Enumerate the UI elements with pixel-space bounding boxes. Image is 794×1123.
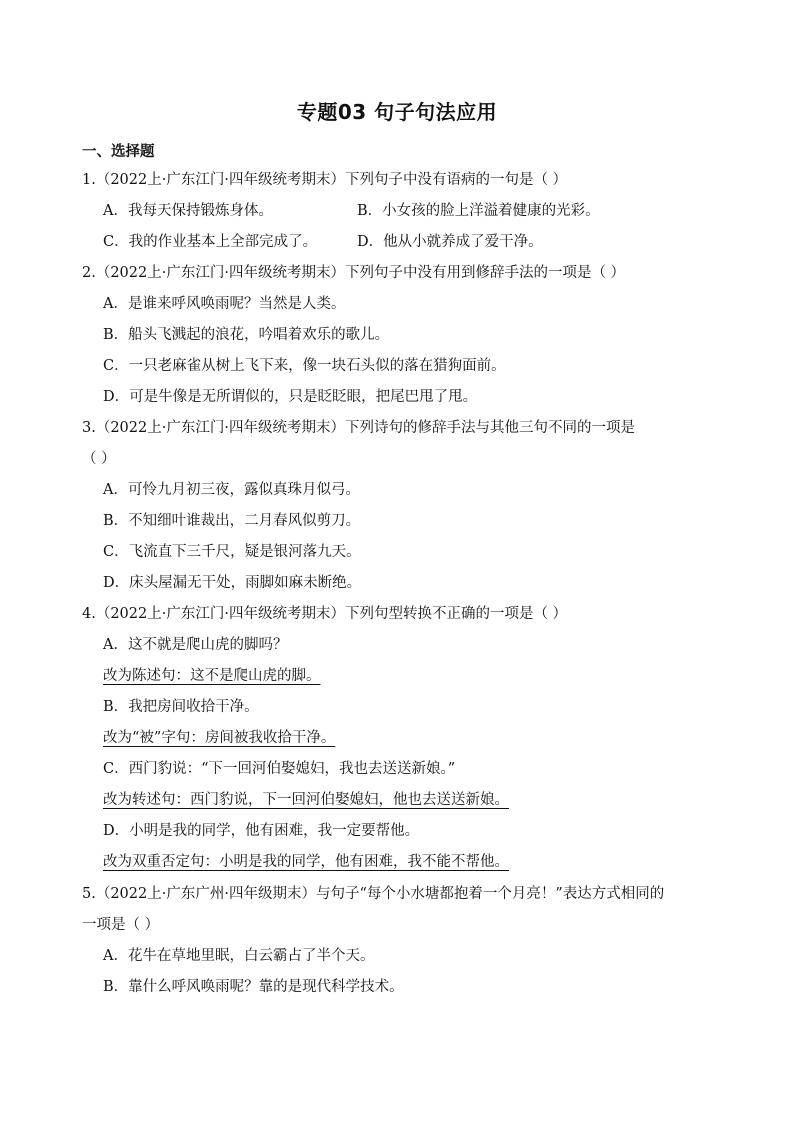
question-stem-cont: （ ）	[82, 451, 116, 467]
option-a: A．是谁来呼风唤雨呢？当然是人类。	[103, 296, 346, 312]
option-d: D．他从小就养成了爱干净。	[357, 234, 543, 250]
question-stem-cont: 一项是（ ）	[82, 917, 160, 933]
option-a: A．可怜九月初三夜，露似真珠月似弓。	[103, 482, 360, 498]
page-title: 专题03 句子句法应用	[296, 100, 498, 124]
question-stem: 4.（2022上·广东江门·四年级统考期末）下列句型转换不正确的一项是（ ）	[82, 606, 568, 622]
option-b: B．我把房间收拾干净。	[103, 699, 259, 715]
option-b: B．船头飞溅起的浪花，吟唱着欢乐的歌儿。	[103, 327, 390, 343]
option-b: B．靠什么呼风唤雨呢？靠的是现代科学技术。	[103, 979, 404, 995]
option-d-conversion: 改为双重否定句：小明是我的同学，他有困难，我不能不帮他。	[103, 854, 509, 870]
option-c: C．一只老麻雀从树上飞下来，像一块石头似的落在猎狗面前。	[103, 358, 506, 374]
option-a-conversion: 改为陈述句：这不是爬山虎的脚。	[103, 668, 321, 684]
option-c: C．我的作业基本上全部完成了。	[103, 234, 318, 250]
option-a: A．这不就是爬山虎的脚吗？	[103, 637, 288, 653]
option-a: A．花牛在草地里眠，白云霸占了半个天。	[103, 948, 375, 964]
option-a: A．我每天保持锻炼身体。	[103, 203, 273, 219]
section-heading: 一、选择题	[82, 144, 155, 160]
option-b-conversion: 改为“被”字句：房间被我收拾干净。	[103, 730, 336, 746]
question-stem: 5.（2022上·广东广州·四年级期末）与句子“每个小水塘都抱着一个月亮！”表达方式相同的	[82, 886, 665, 902]
option-c: C．西门豹说：“下一回河伯娶媳妇，我也去送送新娘。”	[103, 761, 456, 777]
option-d: D．可是牛像是无所谓似的，只是眨眨眼，把尾巴甩了甩。	[103, 389, 478, 405]
question-stem: 2.（2022上·广东江门·四年级统考期末）下列句子中没有用到修辞手法的一项是（ ）	[82, 265, 626, 281]
option-d: D．床头屋漏无干处，雨脚如麻未断绝。	[103, 575, 362, 591]
option-c: C．飞流直下三千尺，疑是银河落九天。	[103, 544, 361, 560]
question-stem: 3.（2022上·广东江门·四年级统考期末）下列诗句的修辞手法与其他三句不同的一项是	[82, 420, 635, 436]
option-b: B．不知细叶谁裁出，二月春风似剪刀。	[103, 513, 361, 529]
option-b: B．小女孩的脸上洋溢着健康的光彩。	[357, 203, 600, 219]
option-c-conversion: 改为转述句：西门豹说，下一回河伯娶媳妇，他也去送送新娘。	[103, 792, 509, 808]
option-d: D．小明是我的同学，他有困难，我一定要帮他。	[103, 823, 420, 839]
question-stem: 1.（2022上·广东江门·四年级统考期末）下列句子中没有语病的一句是（ ）	[82, 172, 568, 188]
